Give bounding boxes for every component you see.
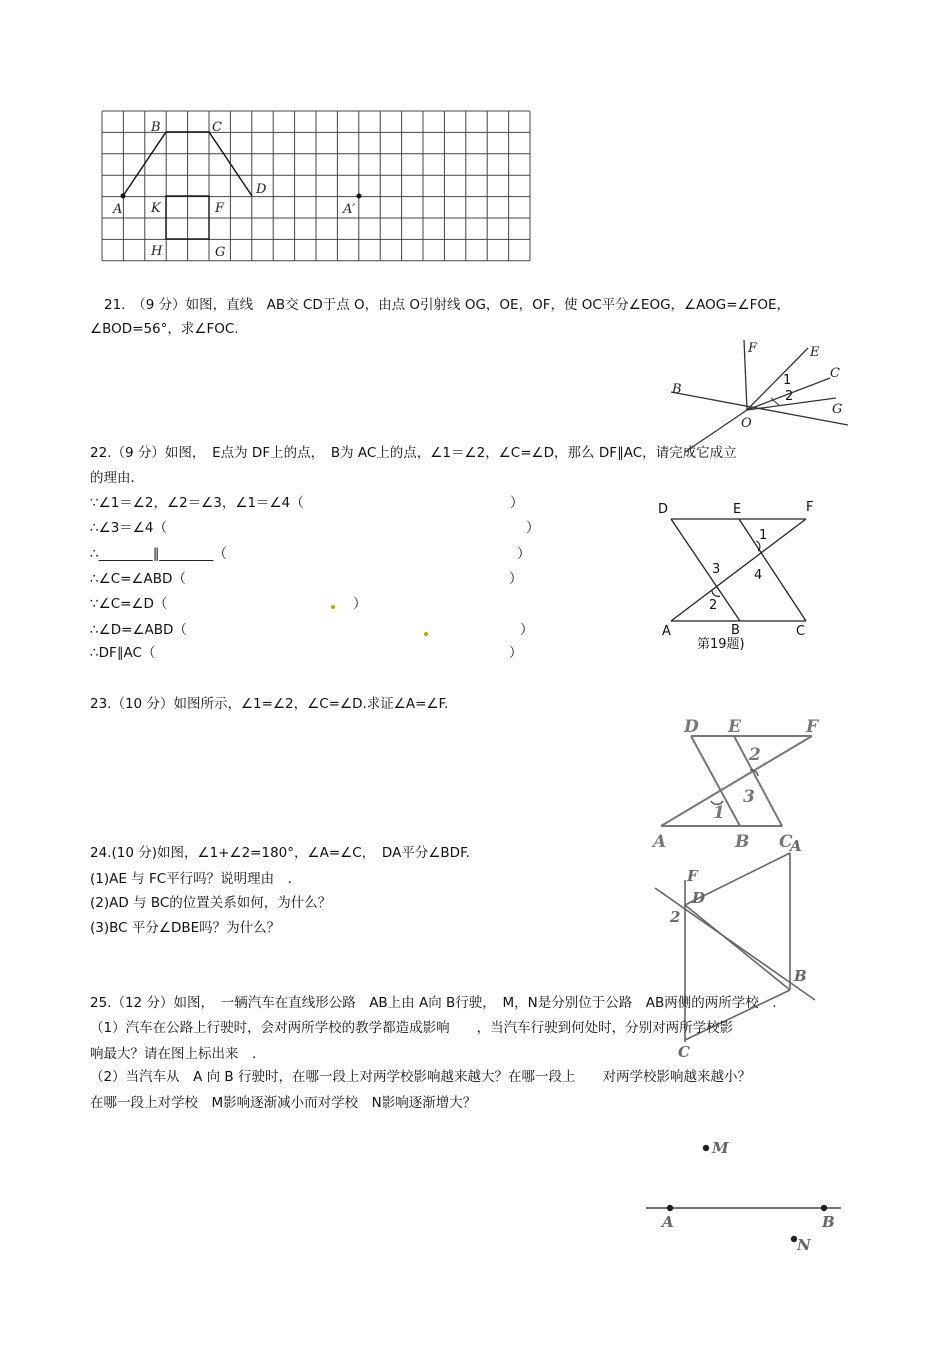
q22-step-3: ∴________∥________（ ） bbox=[90, 546, 531, 562]
q21-label-G: G bbox=[832, 402, 843, 417]
q25-line2: （1）汽车在公路上行驶时，会对两所学校的教学都造成影响 ，当汽车行驶到何处时，分别对两所学校影 bbox=[90, 1020, 734, 1036]
q24-label-B: B bbox=[794, 967, 807, 985]
q25-line3: 响最大？请在图上标出来 . bbox=[90, 1046, 257, 1062]
q23-label-3: 3 bbox=[743, 787, 755, 807]
q22-line2: 的理由． bbox=[90, 470, 144, 486]
q24-line1: 24.(10 分)如图，∠1+∠2=180°，∠A=∠C， DA平分∠BDF. bbox=[90, 845, 470, 861]
q24-sub1: (1)AE 与 FC平行吗？说明理由 . bbox=[90, 871, 292, 887]
q21-label-2: 2 bbox=[785, 389, 794, 404]
q22-label-D: D bbox=[658, 502, 669, 517]
q24-label-D: D bbox=[692, 889, 706, 907]
q23-label-2: 2 bbox=[749, 745, 761, 765]
label-H: H bbox=[151, 244, 163, 259]
q22-caption: 第19题) bbox=[697, 637, 745, 652]
q24-sub3: (3)BC 平分∠DBE吗？为什么？ bbox=[90, 920, 281, 936]
q21-label-F: F bbox=[748, 341, 758, 356]
q22-step-1: ∵∠1＝∠2，∠2＝∠3，∠1＝∠4（ ） bbox=[90, 495, 524, 511]
q24-label-C: C bbox=[678, 1043, 690, 1061]
q21-label-1: 1 bbox=[783, 373, 792, 388]
q22-label-1: 1 bbox=[759, 528, 768, 543]
q22-line1: 22.（9 分）如图， E点为 DF上的点， B为 AC上的点，∠1＝∠2，∠C=∠D，那么 DF∥AC，请完成它成立 bbox=[90, 445, 737, 461]
q24-label-A: A bbox=[790, 837, 802, 855]
q22-step-5: ∵∠C=∠D（ ） bbox=[90, 596, 367, 612]
q25-line4: （2）当汽车从 A 向 B 行驶时，在哪一段上对两学校影响越来越大？在哪一段上 对两学校影响越来越小？ bbox=[90, 1069, 751, 1085]
label-A-prime: A′ bbox=[343, 202, 356, 217]
label-G: G bbox=[215, 245, 226, 260]
q24-label-2: 2 bbox=[670, 908, 681, 926]
q22-label-F: F bbox=[806, 500, 814, 515]
q22-label-3: 3 bbox=[712, 562, 721, 577]
label-B: B bbox=[151, 120, 161, 135]
q22-step-2: ∴∠3＝∠4（ ） bbox=[90, 520, 540, 536]
q25-line5: 在哪一段上对学校 M影响逐渐减小而对学校 N影响逐渐增大？ bbox=[90, 1095, 477, 1111]
q21-label-O: O bbox=[741, 416, 752, 431]
q22-step-6: ∴∠D=∠ABD（ ） bbox=[90, 622, 534, 638]
q23-line1: 23.（10 分）如图所示，∠1=∠2，∠C=∠D.求证∠A=∠F. bbox=[90, 696, 449, 712]
q24-label-F: F bbox=[687, 867, 698, 885]
q22-step-7: ∴DF∥AC（ ） bbox=[90, 645, 523, 661]
q22-step-4: ∴∠C=∠ABD（ ） bbox=[90, 571, 523, 587]
q22-label-A: A bbox=[662, 624, 671, 639]
q23-label-F: F bbox=[806, 717, 819, 737]
label-F: F bbox=[215, 201, 225, 216]
q25-line1: 25.（12 分）如图， 一辆汽车在直线形公路 AB上由 A向 B行驶， M，N是分别位于公路 AB两侧的两所学校 . bbox=[90, 995, 777, 1011]
q22-label-4: 4 bbox=[754, 568, 763, 583]
q22-label-2: 2 bbox=[709, 598, 718, 613]
q23-label-B: B bbox=[735, 832, 750, 852]
q21-label-C: C bbox=[830, 366, 840, 381]
q23-label-D: D bbox=[684, 717, 699, 737]
q22-label-C: C bbox=[796, 624, 806, 639]
q21-label-E: E bbox=[810, 345, 820, 360]
q24-sub2: (2)AD 与 BC的位置关系如何，为什么？ bbox=[90, 895, 332, 911]
q23-label-1: 1 bbox=[713, 803, 725, 823]
q23-label-E: E bbox=[728, 717, 741, 737]
q21-line2: ∠BOD=56°，求∠FOC. bbox=[90, 321, 239, 337]
label-A: A bbox=[113, 202, 123, 217]
q23-label-A: A bbox=[653, 832, 667, 852]
label-D: D bbox=[256, 182, 267, 197]
q25-label-N: N bbox=[797, 1236, 811, 1254]
q22-label-E: E bbox=[733, 502, 742, 517]
label-C: C bbox=[212, 120, 222, 135]
q23-label-C: C bbox=[779, 832, 793, 852]
q25-label-B: B bbox=[822, 1213, 835, 1231]
q25-label-M: M bbox=[712, 1139, 729, 1157]
q21-line1: 21. （9 分）如图，直线 AB交 CD于点 O，由点 O引射线 OG，OE，OF，使 OC平分∠EOG，∠AOG=∠FOE， bbox=[104, 297, 791, 313]
label-K: K bbox=[151, 201, 161, 216]
q21-label-B: B bbox=[672, 382, 682, 397]
q22-label-B: B bbox=[731, 623, 740, 638]
q25-label-A: A bbox=[662, 1213, 674, 1231]
